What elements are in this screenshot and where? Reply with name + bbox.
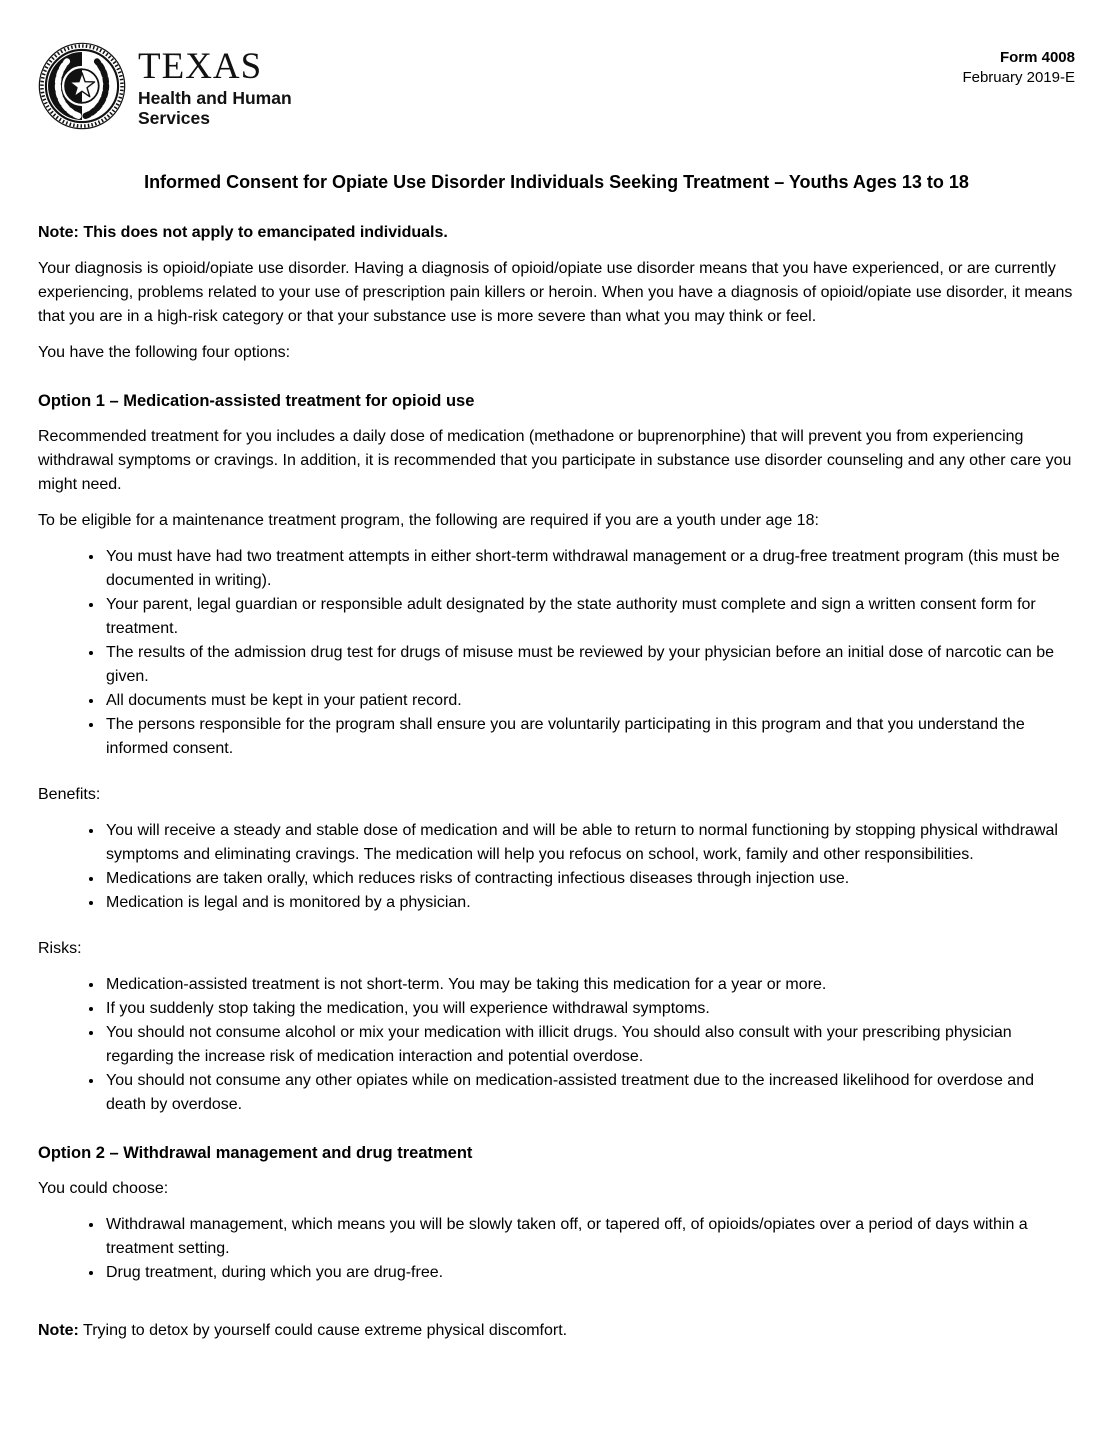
logo-agency-name <box>138 88 292 128</box>
note-detox <box>38 1319 1075 1343</box>
risks-label: Risks: <box>38 940 82 957</box>
intro-paragraph: Your diagnosis is opioid/opiate use disorder. Having a diagnosis of opioid/opiate use disorder means that you have experienced, or are currently experiencing, problems related to your use of prescription pain killers or heroin. When you have a diagnosis of opioid/opiate use disorder, it means that you are in a high-risk category or that your substance use is more severe than what you may think or feel. <box>38 260 1073 325</box>
logo-texas-wordmark: TEXAS <box>138 46 263 87</box>
option2-intro: You could choose: <box>38 1180 169 1197</box>
risks-list <box>38 973 1075 1117</box>
benefit-item: • Medication is legal and is monitored by a physician. <box>104 891 1075 915</box>
option1-paragraph-2: To be eligible for a maintenance treatment program, the following are required if you are a youth under age 18: <box>38 512 819 529</box>
texas-hhs-logo <box>38 42 292 130</box>
requirement-item: • You must have had two treatment attempts in either short-term withdrawal management or a drug-free treatment program (this must be documented in writing). <box>104 545 1075 593</box>
benefits-list <box>38 819 1075 915</box>
form-number: Form 4008 <box>999 49 1075 66</box>
requirement-item: • Your parent, legal guardian or responsible adult designated by the state authority must complete and sign a written consent form for treatment. <box>104 593 1075 641</box>
choice-item: • Withdrawal management, which means you will be slowly taken off, or tapered off, of opioids/opiates over a period of days within a treatment setting. <box>104 1213 1075 1261</box>
form-info <box>962 42 1075 88</box>
risk-item: • If you suddenly stop taking the medication, you will experience withdrawal symptoms. <box>104 997 1075 1021</box>
benefits-label: Benefits: <box>38 786 101 803</box>
option2-heading: Option 2 – Withdrawal management and drug treatment <box>38 1144 473 1162</box>
note-emancipated: Note: This does not apply to emancipated individuals. <box>38 224 448 241</box>
choice-item: • Drug treatment, during which you are drug-free. <box>104 1261 1075 1285</box>
document-title: Informed Consent for Opiate Use Disorder Individuals Seeking Treatment – Youths Ages 13 to 18 <box>144 172 969 192</box>
risk-item: • You should not consume alcohol or mix your medication with illicit drugs. You should also consult with your prescribing physician regarding the increase risk of medication interaction and potential overdose. <box>104 1021 1075 1069</box>
note-detox-label: Note: <box>38 1322 79 1339</box>
logo-agency-line2: Services <box>138 108 211 128</box>
logo-agency-line1: Health and Human <box>138 88 292 108</box>
option2-choices-list <box>38 1213 1075 1285</box>
benefit-item: • You will receive a steady and stable dose of medication and will be able to return to normal functioning by stopping physical withdrawal symptoms and eliminating cravings. The medication will help you refocus on school, work, family and other responsibilities. <box>104 819 1075 867</box>
option1-requirements-list <box>38 545 1075 761</box>
risk-item: • You should not consume any other opiates while on medication-assisted treatment due to the increased likelihood for overdose and death by overdose. <box>104 1069 1075 1117</box>
option1-heading: Option 1 – Medication-assisted treatment for opioid use <box>38 392 475 410</box>
requirement-item: • The persons responsible for the program shall ensure you are voluntarily participating in this program and that you understand the informed consent. <box>104 713 1075 761</box>
requirement-item: • All documents must be kept in your patient record. <box>104 689 1075 713</box>
risk-item: • Medication-assisted treatment is not short-term. You may be taking this medication for a year or more. <box>104 973 1075 997</box>
requirement-item: • The results of the admission drug test for drugs of misuse must be reviewed by your physician before an initial dose of narcotic can be given. <box>104 641 1075 689</box>
benefit-item: • Medications are taken orally, which reduces risks of contracting infectious diseases through injection use. <box>104 867 1075 891</box>
options-intro: You have the following four options: <box>38 344 291 361</box>
texas-hhs-seal-icon <box>38 42 126 130</box>
note-detox-text: Trying to detox by yourself could cause extreme physical discomfort. <box>78 1322 568 1339</box>
document-header <box>38 42 1075 130</box>
option1-paragraph-1: Recommended treatment for you includes a daily dose of medication (methadone or buprenorphine) that will prevent you from experiencing withdrawal symptoms or cravings. In addition, it is recommended that you participate in substance use disorder counseling and any other care you might need. <box>38 428 1072 493</box>
form-date: February 2019-E <box>962 69 1075 86</box>
logo-text <box>138 42 292 128</box>
